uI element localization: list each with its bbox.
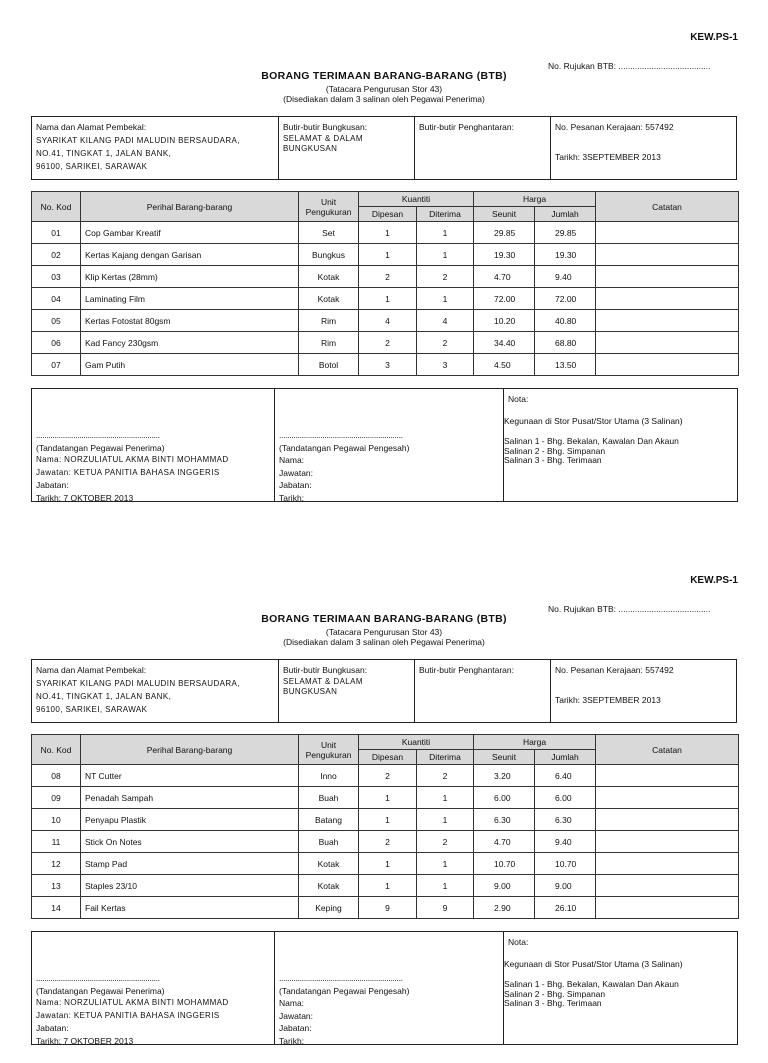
cell-seunit: 10.20: [474, 310, 535, 332]
bungkusan-line-1: SELAMAT & DALAM: [283, 677, 363, 686]
cell-unit: Batang: [299, 809, 359, 831]
cell-dipesan: 1: [359, 244, 417, 266]
items-table: [31, 734, 739, 919]
kegunaan-text: Kegunaan di Stor Pusat/Stor Utama (3 Salinan): [504, 416, 683, 426]
table-row: [32, 354, 739, 376]
table-row: [32, 853, 739, 875]
cell-jumlah: 6.30: [535, 809, 596, 831]
penerima-nama: Nama: NORZULIATUL AKMA BINTI MOHAMMAD: [36, 455, 229, 464]
cell-catatan: [596, 831, 739, 853]
cell-catatan: [596, 809, 739, 831]
cell-dipesan: 1: [359, 809, 417, 831]
cell-jumlah: 6.00: [535, 787, 596, 809]
cell-perihal: Penyapu Plastik: [81, 809, 299, 831]
cell-unit: Buah: [299, 831, 359, 853]
cell-unit: Kotak: [299, 875, 359, 897]
col-jumlah: Jumlah: [535, 750, 596, 765]
penerima-cell: [32, 389, 275, 501]
cell-diterima: 2: [417, 831, 474, 853]
btb-form-2: [0, 543, 768, 1063]
signature-line: ............................................................: [36, 973, 160, 983]
salinan-1: Salinan 1 - Bhg. Bekalan, Kawalan Dan Akaun: [504, 979, 679, 989]
cell-seunit: 6.30: [474, 809, 535, 831]
salinan-list: [504, 980, 679, 1009]
col-unit-line-1: Unit: [320, 739, 337, 750]
cell-perihal: Laminating Film: [81, 288, 299, 310]
bungkusan-cell: [279, 117, 415, 179]
cell-catatan: [596, 244, 739, 266]
penerima-cell: [32, 932, 275, 1044]
cell-seunit: 10.70: [474, 853, 535, 875]
penerima-label: (Tandatangan Pegawai Penerima): [36, 985, 165, 996]
signature-line: ............................................................: [36, 430, 160, 440]
cell-catatan: [596, 897, 739, 919]
signature-line: ............................................................: [279, 430, 403, 440]
table-row: [32, 765, 739, 787]
cell-dipesan: 1: [359, 787, 417, 809]
col-kod: No. Kod: [32, 735, 81, 765]
cell-perihal: Penadah Sampah: [81, 787, 299, 809]
bungkusan-line-1: SELAMAT & DALAM: [283, 134, 363, 143]
cell-dipesan: 9: [359, 897, 417, 919]
pengesah-cell: [275, 389, 504, 501]
salinan-2: Salinan 2 - Bhg. Simpanan: [504, 988, 606, 999]
cell-kod: 12: [32, 853, 81, 875]
cell-unit: Botol: [299, 354, 359, 376]
col-catatan: Catatan: [596, 192, 739, 222]
rujukan-btb: No. Rujukan BTB: .......................................: [548, 61, 711, 71]
penghantaran-label: Butir-butir Penghantaran:: [419, 665, 514, 675]
cell-perihal: Kad Fancy 230gsm: [81, 332, 299, 354]
pembekal-line-1: SYARIKAT KILANG PADI MALUDIN BERSAUDARA,: [36, 679, 240, 688]
cell-unit: Kotak: [299, 288, 359, 310]
cell-kod: 05: [32, 310, 81, 332]
cell-catatan: [596, 875, 739, 897]
cell-perihal: Kertas Kajang dengan Garisan: [81, 244, 299, 266]
pembekal-line-1: SYARIKAT KILANG PADI MALUDIN BERSAUDARA,: [36, 136, 240, 145]
cell-unit: Set: [299, 222, 359, 244]
cell-seunit: 2.90: [474, 897, 535, 919]
cell-seunit: 34.40: [474, 332, 535, 354]
pengesah-label: (Tandatangan Pegawai Pengesah): [279, 985, 410, 996]
cell-dipesan: 2: [359, 266, 417, 288]
col-harga: Harga: [474, 735, 596, 750]
cell-perihal: Stick On Notes: [81, 831, 299, 853]
col-diterima: Diterima: [417, 207, 474, 222]
salinan-1: Salinan 1 - Bhg. Bekalan, Kawalan Dan Akaun: [504, 436, 679, 446]
form-title: BORANG TERIMAAN BARANG-BARANG (BTB): [261, 70, 507, 82]
cell-diterima: 1: [417, 853, 474, 875]
cell-jumlah: 10.70: [535, 853, 596, 875]
cell-dipesan: 1: [359, 853, 417, 875]
pembekal-label: Nama dan Alamat Pembekal:: [36, 122, 147, 132]
pengesah-tarikh: Tarikh:: [279, 1035, 305, 1046]
kegunaan-text: Kegunaan di Stor Pusat/Stor Utama (3 Salinan): [504, 959, 683, 969]
penerima-jabatan: Jabatan:: [36, 480, 69, 490]
signature-line: ............................................................: [279, 973, 403, 983]
pembekal-line-2: NO.41, TINGKAT 1, JALAN BANK,: [36, 149, 172, 158]
cell-unit: Inno: [299, 765, 359, 787]
pesanan-kerajaan: No. Pesanan Kerajaan: 557492: [555, 122, 674, 132]
cell-kod: 04: [32, 288, 81, 310]
cell-jumlah: 13.50: [535, 354, 596, 376]
cell-diterima: 1: [417, 288, 474, 310]
pengesah-nama: Nama:: [279, 998, 305, 1008]
penerima-signature: [36, 429, 229, 504]
cell-perihal: Gam Putih: [81, 354, 299, 376]
cell-dipesan: 1: [359, 288, 417, 310]
table-row: [32, 787, 739, 809]
table-row: [32, 310, 739, 332]
penghantaran-cell: [415, 660, 551, 722]
cell-jumlah: 19.30: [535, 244, 596, 266]
table-row: [32, 222, 739, 244]
cell-jumlah: 6.40: [535, 765, 596, 787]
col-jumlah: Jumlah: [535, 207, 596, 222]
form-code: KEW.PS-1: [690, 32, 738, 43]
cell-perihal: Kertas Fotostat 80gsm: [81, 310, 299, 332]
col-catatan: Catatan: [596, 735, 739, 765]
nota-label: Nota:: [508, 394, 529, 404]
table-row: [32, 288, 739, 310]
penerima-tarikh: Tarikh: 7 OKTOBER 2013: [36, 1035, 134, 1046]
cell-kod: 07: [32, 354, 81, 376]
col-kuantiti: Kuantiti: [359, 735, 474, 750]
table-row: [32, 266, 739, 288]
col-seunit: Seunit: [474, 207, 535, 222]
pengesah-jabatan: Jabatan:: [279, 480, 312, 490]
pengesah-jawatan: Jawatan:: [279, 467, 314, 478]
form-title: BORANG TERIMAAN BARANG-BARANG (BTB): [261, 613, 507, 625]
table-row: [32, 332, 739, 354]
penerima-label: (Tandatangan Pegawai Penerima): [36, 442, 165, 453]
pembekal-label: Nama dan Alamat Pembekal:: [36, 665, 147, 675]
cell-perihal: Cop Gambar Kreatif: [81, 222, 299, 244]
pengesah-nama: Nama:: [279, 455, 305, 465]
col-dipesan: Dipesan: [359, 750, 417, 765]
pengesah-signature: [279, 429, 409, 504]
cell-kod: 13: [32, 875, 81, 897]
pengesah-signature: [279, 972, 409, 1047]
penghantaran-label: Butir-butir Penghantaran:: [419, 122, 514, 132]
penerima-nama: Nama: NORZULIATUL AKMA BINTI MOHAMMAD: [36, 998, 229, 1007]
cell-dipesan: 2: [359, 765, 417, 787]
cell-seunit: 19.30: [474, 244, 535, 266]
penerima-jawatan: Jawatan: KETUA PANITIA BAHASA INGGERIS: [36, 1010, 220, 1020]
cell-perihal: Fail Kertas: [81, 897, 299, 919]
cell-diterima: 2: [417, 266, 474, 288]
pengesah-cell: [275, 932, 504, 1044]
cell-diterima: 2: [417, 332, 474, 354]
cell-kod: 06: [32, 332, 81, 354]
cell-catatan: [596, 853, 739, 875]
cell-unit: Kotak: [299, 853, 359, 875]
cell-seunit: 29.85: [474, 222, 535, 244]
cell-perihal: NT Cutter: [81, 765, 299, 787]
nota-cell: [504, 389, 737, 501]
cell-catatan: [596, 310, 739, 332]
cell-jumlah: 9.00: [535, 875, 596, 897]
col-perihal: Perihal Barang-barang: [81, 192, 299, 222]
cell-jumlah: 40.80: [535, 310, 596, 332]
cell-diterima: 1: [417, 787, 474, 809]
nota-cell: [504, 932, 737, 1044]
cell-catatan: [596, 332, 739, 354]
cell-seunit: 6.00: [474, 787, 535, 809]
col-kod: No. Kod: [32, 192, 81, 222]
cell-dipesan: 1: [359, 222, 417, 244]
cell-unit: Buah: [299, 787, 359, 809]
cell-unit: Bungkus: [299, 244, 359, 266]
pesanan-cell: [551, 660, 736, 722]
bungkusan-cell: [279, 660, 415, 722]
cell-jumlah: 26.10: [535, 897, 596, 919]
cell-catatan: [596, 288, 739, 310]
cell-catatan: [596, 354, 739, 376]
cell-seunit: 4.70: [474, 831, 535, 853]
cell-kod: 03: [32, 266, 81, 288]
form-subtitle-2: (Disediakan dalam 3 salinan oleh Pegawai Penerima): [283, 94, 485, 104]
rujukan-btb: No. Rujukan BTB: .......................................: [548, 604, 711, 614]
col-seunit: Seunit: [474, 750, 535, 765]
cell-catatan: [596, 266, 739, 288]
cell-kod: 09: [32, 787, 81, 809]
penerima-jabatan: Jabatan:: [36, 1023, 69, 1033]
col-unit-line-1: Unit: [320, 196, 337, 207]
form-subtitle-1: (Tatacara Pengurusan Stor 43): [325, 84, 443, 94]
table-row: [32, 831, 739, 853]
cell-diterima: 4: [417, 310, 474, 332]
col-unit-line-2: Pengukuran: [305, 206, 352, 217]
cell-unit: Rim: [299, 332, 359, 354]
col-diterima: Diterima: [417, 750, 474, 765]
cell-jumlah: 68.80: [535, 332, 596, 354]
cell-perihal: Klip Kertas (28mm): [81, 266, 299, 288]
tarikh-pesanan: Tarikh: 3SEPTEMBER 2013: [555, 695, 661, 705]
pembekal-line-3: 96100, SARIKEI, SARAWAK: [36, 705, 148, 714]
table-row: [32, 809, 739, 831]
cell-diterima: 1: [417, 244, 474, 266]
cell-kod: 01: [32, 222, 81, 244]
nota-label: Nota:: [508, 937, 529, 947]
signature-box: [31, 388, 738, 502]
penerima-tarikh: Tarikh: 7 OKTOBER 2013: [36, 492, 134, 503]
cell-unit: Rim: [299, 310, 359, 332]
pengesah-label: (Tandatangan Pegawai Pengesah): [279, 442, 410, 453]
items-table: [31, 191, 739, 376]
salinan-2: Salinan 2 - Bhg. Simpanan: [504, 445, 606, 456]
col-harga: Harga: [474, 192, 596, 207]
pengesah-tarikh: Tarikh:: [279, 492, 305, 503]
cell-diterima: 1: [417, 875, 474, 897]
cell-seunit: 4.70: [474, 266, 535, 288]
pengesah-jabatan: Jabatan:: [279, 1023, 312, 1033]
bungkusan-line-2: BUNGKUSAN: [283, 144, 338, 153]
cell-jumlah: 72.00: [535, 288, 596, 310]
col-unit: [299, 192, 359, 222]
signature-box: [31, 931, 738, 1045]
bungkusan-label: Butir-butir Bungkusan:: [283, 665, 368, 675]
cell-catatan: [596, 787, 739, 809]
form-code: KEW.PS-1: [690, 575, 738, 586]
cell-diterima: 1: [417, 222, 474, 244]
cell-perihal: Staples 23/10: [81, 875, 299, 897]
cell-dipesan: 1: [359, 875, 417, 897]
cell-diterima: 1: [417, 809, 474, 831]
cell-dipesan: 4: [359, 310, 417, 332]
penghantaran-cell: [415, 117, 551, 179]
col-perihal: Perihal Barang-barang: [81, 735, 299, 765]
col-unit-line-2: Pengukuran: [305, 749, 352, 760]
pembekal-cell: [32, 660, 279, 722]
cell-diterima: 3: [417, 354, 474, 376]
cell-dipesan: 2: [359, 831, 417, 853]
cell-seunit: 9.00: [474, 875, 535, 897]
cell-jumlah: 9.40: [535, 266, 596, 288]
tarikh-pesanan: Tarikh: 3SEPTEMBER 2013: [555, 152, 661, 162]
cell-jumlah: 9.40: [535, 831, 596, 853]
penerima-signature: [36, 972, 229, 1047]
penerima-jawatan: Jawatan: KETUA PANITIA BAHASA INGGERIS: [36, 467, 220, 477]
cell-kod: 02: [32, 244, 81, 266]
cell-diterima: 2: [417, 765, 474, 787]
bungkusan-line-2: BUNGKUSAN: [283, 687, 338, 696]
cell-kod: 10: [32, 809, 81, 831]
pesanan-cell: [551, 117, 736, 179]
cell-perihal: Stamp Pad: [81, 853, 299, 875]
salinan-3: Salinan 3 - Bhg. Terimaan: [504, 455, 602, 465]
cell-kod: 14: [32, 897, 81, 919]
pengesah-jawatan: Jawatan:: [279, 1010, 314, 1021]
cell-kod: 08: [32, 765, 81, 787]
cell-seunit: 3.20: [474, 765, 535, 787]
cell-jumlah: 29.85: [535, 222, 596, 244]
col-unit: [299, 735, 359, 765]
table-row: [32, 897, 739, 919]
salinan-list: [504, 437, 679, 466]
header-box: [31, 659, 737, 723]
cell-seunit: 4.50: [474, 354, 535, 376]
col-dipesan: Dipesan: [359, 207, 417, 222]
cell-seunit: 72.00: [474, 288, 535, 310]
cell-catatan: [596, 222, 739, 244]
cell-unit: Kotak: [299, 266, 359, 288]
pembekal-line-2: NO.41, TINGKAT 1, JALAN BANK,: [36, 692, 172, 701]
form-subtitle-1: (Tatacara Pengurusan Stor 43): [325, 627, 443, 637]
cell-catatan: [596, 765, 739, 787]
header-box: [31, 116, 737, 180]
cell-dipesan: 3: [359, 354, 417, 376]
pembekal-line-3: 96100, SARIKEI, SARAWAK: [36, 162, 148, 171]
btb-form-1: [0, 0, 768, 520]
salinan-3: Salinan 3 - Bhg. Terimaan: [504, 998, 602, 1008]
cell-diterima: 9: [417, 897, 474, 919]
pesanan-kerajaan: No. Pesanan Kerajaan: 557492: [555, 665, 674, 675]
form-subtitle-2: (Disediakan dalam 3 salinan oleh Pegawai Penerima): [283, 637, 485, 647]
cell-unit: Keping: [299, 897, 359, 919]
cell-kod: 11: [32, 831, 81, 853]
col-kuantiti: Kuantiti: [359, 192, 474, 207]
table-row: [32, 244, 739, 266]
cell-dipesan: 2: [359, 332, 417, 354]
pembekal-cell: [32, 117, 279, 179]
bungkusan-label: Butir-butir Bungkusan:: [283, 122, 368, 132]
table-row: [32, 875, 739, 897]
